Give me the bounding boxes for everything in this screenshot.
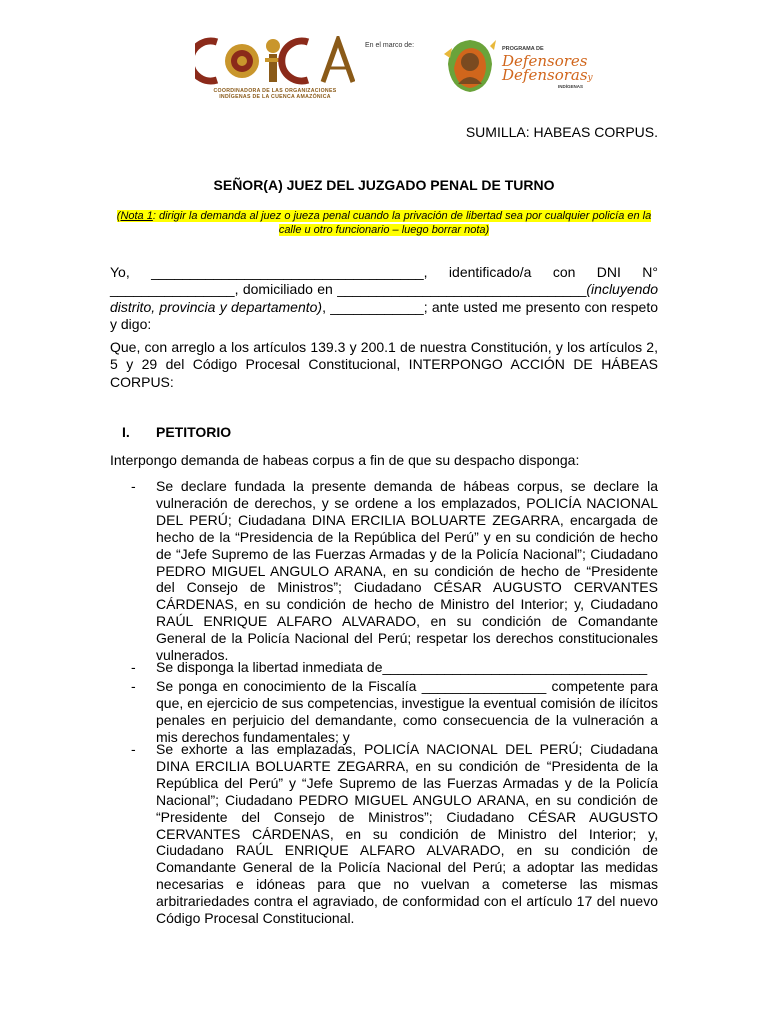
list-dash: -	[131, 678, 136, 694]
list-item-text: Se declare fundada la presente demanda de hábeas corpus, se declare la vulneración de derechos, y se ordene a los emplazados, POLICÍA NACIONAL DEL PERÚ; Ciudadana DINA ERCILIA BOLUARTE ZEGARRA, encargada de hecho de la “Presidencia de la República del Perú” y en su condición de hecho de “Jefe Supremo de las Fuerzas Armadas y de la Policía Nacional”; Ciudadano PEDRO MIGUEL ANGULO ARANA, en su condición de hecho de “Presidente del Consejo de Ministros”; Ciudadano CÉSAR AUGUSTO CERVANTES CÁRDENAS, en su condición de hecho de Ministro del Interior; y, Ciudadano RAÚL ENRIQUE ALFARO ALVARADO, en su condición de Comandante General de la Policía Nacional del Perú; respetar los derechos constitucionales vulnerados.	[156, 478, 658, 664]
list-item	[110, 659, 658, 678]
coica-subtitle-line-1: COORDINADORA DE LAS ORGANIZACIONES	[213, 88, 337, 94]
coica-subtitle	[195, 88, 355, 100]
paragraph-yo-italic: (incluyendo distrito, provincia y departamento)	[110, 281, 658, 315]
program-indigenas: INDÍGENAS	[558, 84, 584, 89]
coica-subtitle-line-2: INDÍGENAS DE LA CUENCA AMAZÓNICA	[219, 94, 331, 100]
section-heading-text: PETITORIO	[156, 424, 232, 440]
program-label: PROGRAMA DE	[502, 46, 544, 52]
coica-letters-graphic	[195, 36, 355, 86]
sumilla: SUMILLA: HABEAS CORPUS.	[465, 124, 658, 140]
header-logos	[195, 30, 595, 105]
list-dash: -	[131, 741, 136, 757]
list-dash: -	[131, 659, 136, 675]
list-item	[110, 678, 658, 745]
defensores-emblem-graphic	[440, 34, 498, 96]
program-name	[502, 54, 593, 85]
list-item-text: Se exhorte a las emplazadas, POLICÍA NACIONAL DEL PERÚ; Ciudadana DINA ERCILIA BOLUARTE ZEGARRA, en su condición de “Presidenta de la República del Perú” y “Jefe Supremo de las Fuerzas Armadas y de la Policía Nacional”; Ciudadano PEDRO MIGUEL ANGULO ARANA, en su condición de “Presidente del Consejo de Ministros”; Ciudadano CÉSAR AUGUSTO CERVANTES CÁRDENAS, en su condición de Ministro del Interior; y, Ciudadano RAÚL ENRIQUE ALFARO ALVARADO, en su condición de Comandante General de la Policía Nacional del Perú; a adoptar las medidas necesarias e idóneas para que no vuelvan a cometerse las mismas arbitrariedades contra el agraviado, de conformidad con el artículo 17 del nuevo Código Procesal Constitucional.	[156, 741, 658, 927]
marco-label: En el marco de:	[365, 42, 415, 49]
program-name-line-2: Defensoras	[502, 66, 588, 84]
paragraph-que: Que, con arreglo a los artículos 139.3 y 200.1 de nuestra Constitución, y los artículos 2, 5 y 29 del Código Procesal Constitucional, INTERPONGO ACCIÓN DE HÁBEAS CORPUS:	[110, 339, 658, 390]
defensores-logo	[440, 30, 593, 102]
program-name-line-1: Defensores	[502, 52, 588, 70]
program-name-and: y	[587, 73, 593, 83]
list-item	[110, 741, 658, 925]
list-item-text: Se ponga en conocimiento de la Fiscalía ________________ competente para que, en ejercicio de sus competencias, investigue la eventual comisión de ilícitos penales en perjuicio del demandante, como consecuencia de la vulneración a mis derechos fundamentales; y	[156, 678, 658, 745]
note-open: (	[116, 210, 121, 222]
list-dash: -	[131, 478, 136, 494]
petitorio-list	[110, 478, 658, 925]
paragraph-yo-part-2: , ____________; ante usted me presento con respeto y digo:	[110, 298, 659, 333]
note-label: Nota 1	[120, 210, 153, 222]
note-text: : dirigir la demanda al juez o jueza penal cuando la privación de libertad sea por cualquier policía en la calle u otro funcionario – luego borrar nota)	[152, 210, 652, 236]
list-item-text: Se disponga la libertad inmediata de__________________________________	[156, 659, 648, 675]
paragraph-yo	[110, 264, 658, 334]
coica-logo	[195, 36, 355, 98]
section-number: I.	[122, 424, 130, 440]
list-item	[110, 478, 658, 664]
paragraph-interpongo: Interpongo demanda de habeas corpus a fin de que su despacho disponga:	[110, 452, 580, 468]
note	[110, 209, 658, 237]
section-heading	[122, 424, 231, 440]
document-title: SEÑOR(A) JUEZ DEL JUZGADO PENAL DE TURNO	[213, 177, 555, 193]
paragraph-yo-part-1: Yo, ___________________________________, identificado/a con DNI N° ________________, domiciliado en ________________________________	[110, 264, 658, 298]
